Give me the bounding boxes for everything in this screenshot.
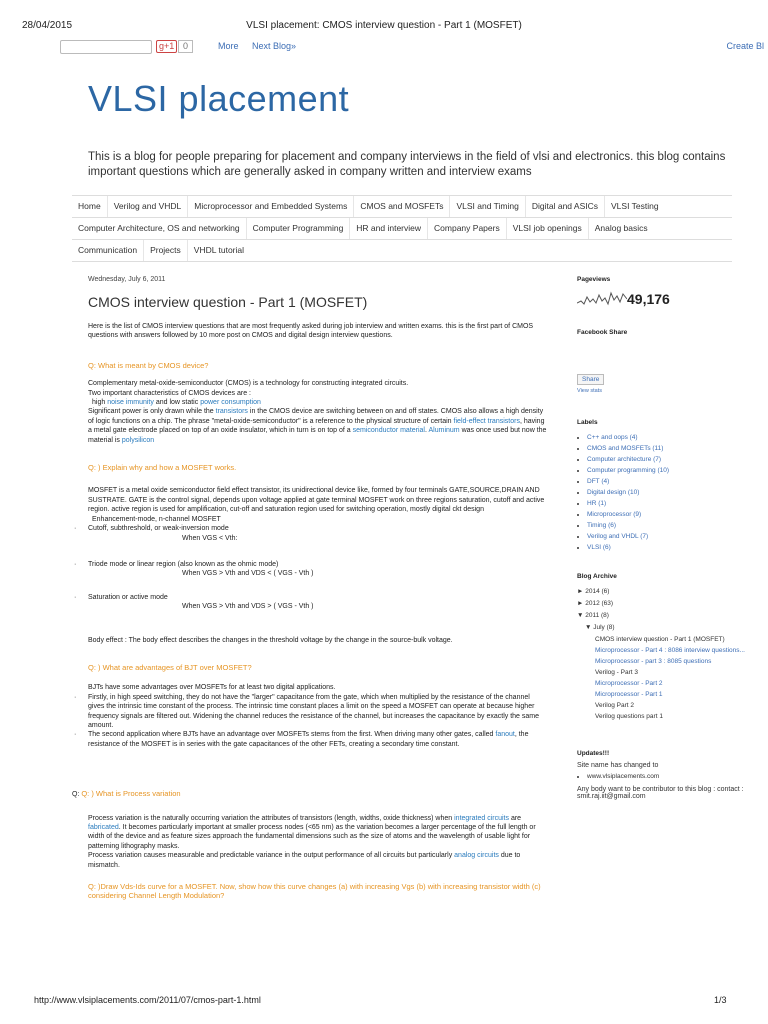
facebook-share-title: Facebook Share — [577, 329, 628, 336]
archive-post[interactable]: CMOS interview question - Part 1 (MOSFET) — [595, 636, 725, 643]
pageviews-count: 49,176 — [627, 291, 670, 307]
archive-post[interactable]: Verilog Part 2 — [595, 702, 635, 709]
label-link[interactable]: Timing (6) — [587, 522, 617, 529]
post-body — [72, 322, 548, 901]
list-item[interactable] — [587, 434, 757, 441]
pageviews-widget — [577, 289, 757, 309]
answer-text: MOSFET is a metal oxide semiconductor field effect transistor, its unidirectional device like, formed by four terminals GATE,SOURCE,DRAIN AND SUSTRATE. GATE is the control signal, depends upon voltage applied at gate terminal MOSFET work on three regions saturation, cutoff and active region. active region is used for amplification, cut-off and saturation region used for switching operation, mostly digital ckt design — [88, 487, 545, 514]
text-span: , the resistance of the MOSFET is in series with the gate capacitances of the other FETs, creating a secondary time constant. — [88, 731, 529, 748]
list-item[interactable] — [587, 522, 757, 529]
question-prefix: Q: — [72, 791, 80, 799]
list-item[interactable] — [587, 489, 757, 496]
tab-vlsi-timing[interactable]: VLSI and Timing — [450, 196, 525, 217]
answer-bullet — [74, 693, 548, 731]
tab-row — [72, 195, 732, 217]
fanout-link[interactable]: fanout — [495, 731, 515, 739]
text-span: was once used but now the material is — [88, 427, 547, 444]
region-item — [74, 560, 548, 569]
gplus-count: 0 — [178, 40, 193, 53]
post-date: Wednesday, July 6, 2011 — [88, 276, 166, 283]
updates-title: Updates!!! — [577, 750, 610, 757]
noise-immunity-link[interactable]: noise immunity — [107, 399, 154, 407]
print-page-title: VLSI placement: CMOS interview question - Part 1 (MOSFET) — [246, 20, 522, 31]
bullet-dash: · — [74, 525, 77, 533]
question-text: Q: ) What is Process variation — [81, 789, 181, 799]
sparkline-icon — [577, 289, 627, 309]
answer-text — [88, 851, 548, 870]
answer-text: Complementary metal-oxide-semiconductor (CMOS) is a technology for constructing integrated circuits. — [88, 380, 409, 388]
fabricated-link[interactable]: fabricated — [88, 824, 119, 831]
text-span: Process variation causes measurable and predictable variance in the output performance of all circuits but particularly — [88, 852, 453, 860]
tab-home[interactable]: Home — [72, 196, 108, 217]
archive-post[interactable]: Microprocessor - part 3 : 8085 questions — [595, 658, 712, 665]
list-item[interactable] — [587, 533, 757, 540]
text-span: due to mismatch. — [88, 852, 521, 869]
question-heading: Q: )Draw Vds-Ids curve for a MOSFET. Now, show how this curve changes (a) with increasing Vgs (b) with increasing transistor width (c) considering Channel Length Modulation? — [88, 882, 541, 901]
text-span: high — [92, 399, 106, 407]
page-tabs — [72, 195, 732, 262]
updates-site: www.vlsiplacements.com — [587, 773, 660, 780]
archive-year[interactable]: ▼ 2011 (8) — [577, 612, 609, 619]
archive-post[interactable]: Verilog - Part 3 — [595, 669, 638, 676]
list-item[interactable] — [587, 511, 757, 518]
power-consumption-link[interactable]: power consumption — [200, 399, 261, 407]
list-item[interactable] — [587, 500, 757, 507]
label-link[interactable]: CMOS and MOSFETs (11) — [587, 445, 664, 452]
bullet-dash: · — [74, 560, 77, 568]
answer-text — [88, 814, 548, 852]
question-heading: Q: What is meant by CMOS device? — [88, 360, 209, 370]
contact-email: smit.raj.iit@gmail.com — [577, 793, 646, 800]
print-page-number: 1/3 — [714, 995, 727, 1005]
text-span: , having a metal gate electrode placed on top of an oxide insulator, which in turn is on top of a — [88, 417, 545, 435]
polysilicon-link[interactable]: polysilicon — [121, 436, 155, 444]
tab-row — [72, 239, 732, 262]
sidebar — [577, 276, 757, 800]
semiconductor-link[interactable]: semiconductor material — [352, 427, 425, 435]
list-item[interactable] — [587, 467, 757, 474]
answer-bullet — [74, 730, 548, 749]
updates-list — [577, 773, 757, 780]
archive-post[interactable]: Microprocessor - Part 2 — [595, 680, 663, 687]
tab-communication[interactable]: Communication — [72, 240, 144, 261]
text-span: The second application where BJTs have an advantage over MOSFETs stems from the first. When driving many other gates, called — [88, 731, 494, 739]
create-blog-link[interactable]: Create Bl — [726, 41, 764, 51]
archive-tree — [577, 588, 757, 720]
region-condition: When VGS < Vth: — [182, 534, 238, 542]
list-item[interactable] — [587, 544, 757, 551]
tab-verilog-vhdl[interactable]: Verilog and VHDL — [108, 196, 189, 217]
tab-cmos[interactable]: CMOS and MOSFETs — [354, 196, 450, 217]
region-condition: When VGS > Vth and VDS > ( VGS - Vth ) — [182, 603, 314, 611]
archive-post[interactable]: Microprocessor - Part 1 — [595, 691, 663, 698]
answer-text: BJTs have some advantages over MOSFETs for at least two digital applications. — [88, 684, 336, 692]
label-link[interactable]: HR (1) — [587, 500, 607, 507]
label-link[interactable]: Computer architecture (7) — [587, 456, 662, 463]
tab-vhdl-tutorial[interactable]: VHDL tutorial — [193, 245, 245, 255]
tab-digital-asics[interactable]: Digital and ASICs — [526, 196, 605, 217]
text-span: Significant power is only drawn while the — [88, 408, 214, 416]
print-date: 28/04/2015 — [22, 20, 73, 31]
post-intro: Here is the list of CMOS interview questions that are most frequently asked during job interview and written exams. this is the first part of CMOS questions with answers followed by 10 more post on CMOS and digital design interview questions. — [88, 323, 534, 340]
tab-projects[interactable]: Projects — [144, 240, 188, 261]
archive-year[interactable]: ► 2012 (63) — [577, 600, 614, 607]
region-condition: When VGS > Vth and VDS < ( VGS - Vth ) — [182, 570, 314, 578]
tab-computer-programming[interactable]: Computer Programming — [247, 218, 351, 239]
list-item — [587, 773, 757, 780]
text-span: are — [510, 814, 522, 822]
archive-year[interactable]: ► 2014 (6) — [577, 588, 610, 595]
label-link[interactable]: Microprocessor (9) — [587, 511, 642, 518]
tab-microprocessor[interactable]: Microprocessor and Embedded Systems — [188, 196, 354, 217]
print-url: http://www.vlsiplacements.com/2011/07/cmos-part-1.html — [34, 995, 261, 1005]
aluminum-link[interactable]: Aluminum — [428, 427, 460, 435]
text-span: Process variation is the naturally occurring variation the attributes of transistors (length, widths, oxide thickness) when — [88, 814, 453, 822]
gplus-button[interactable]: g+1 — [156, 40, 177, 53]
post-title[interactable]: CMOS interview question - Part 1 (MOSFET) — [88, 294, 368, 310]
tab-vlsi-jobs[interactable]: VLSI job openings — [507, 218, 589, 239]
text-span: and low static — [155, 399, 199, 407]
blog-description: This is a blog for people preparing for placement and company interviews in the field of vlsi and electronics. this blog contains important questions which are generally asked in company written and interview exams — [88, 151, 726, 178]
tab-company-papers[interactable]: Company Papers — [428, 218, 507, 239]
region-label: Saturation or active mode — [88, 593, 168, 601]
question-heading: Q: ) Explain why and how a MOSFET works. — [88, 463, 237, 473]
tab-analog-basics[interactable]: Analog basics — [594, 223, 648, 233]
label-link[interactable]: VLSI (6) — [587, 544, 611, 551]
view-stats-link[interactable]: View stats — [577, 388, 602, 394]
pageviews-title: Pageviews — [577, 276, 611, 283]
blog-archive-title: Blog Archive — [577, 573, 617, 580]
label-link[interactable]: Computer programming (10) — [587, 467, 670, 474]
label-link[interactable]: DFT (4) — [587, 478, 610, 485]
label-link[interactable]: C++ and oops (4) — [587, 434, 638, 441]
body-effect-text: Body effect : The body effect describes the changes in the threshold voltage by the change in the source-bulk voltage. — [88, 636, 453, 644]
text-span: in the CMOS device are switching between on and off states. CMOS also allows a high density of logic functions on a chip. The phrase "metal-oxide-semiconductor" is a reference to the physical structure of certain — [88, 408, 544, 425]
text-span: . It becomes particularly important at smaller process nodes (<65 nm) as the variation becomes a larger percentage of the full length or width of the device and as feature sizes approach the fundamental dimensions such as the size of atoms and the wavelength of usable light for patterning lithography masks. — [88, 824, 536, 850]
answer-text — [88, 398, 548, 407]
updates-text: Site name has changed to — [577, 762, 659, 769]
analog-circuits-link[interactable]: analog circuits — [454, 852, 499, 860]
navbar-search-input[interactable] — [60, 40, 152, 54]
tab-row — [72, 217, 732, 239]
transistors-link[interactable]: transistors — [215, 408, 248, 416]
blogger-navbar — [60, 38, 768, 56]
contributor-text: Any body want to be contributor to this blog : contact : — [577, 786, 744, 793]
label-link[interactable]: Digital design (10) — [587, 489, 640, 496]
question-heading: Q: ) What are advantages of BJT over MOSFET? — [88, 662, 252, 672]
label-link[interactable]: Verilog and VHDL (7) — [587, 533, 649, 540]
labels-list — [577, 434, 757, 551]
bullet-dash: · — [74, 731, 77, 739]
text-span: Firstly, in high speed switching, they do not have the "larger" capacitance from the gate, which when multiplied by the resistance of the channel gives the intrinsic time constant of the process. The intrinsic time constant places a limit on the speed a MOSFET can operate at because higher frequency signals are filtered out. Widening the channel reduces the resistance of the channel, but increases the capacitance by exactly the same amount. — [88, 693, 539, 729]
bullet-dash: · — [74, 693, 77, 701]
region-item — [74, 593, 548, 602]
tab-hr-interview[interactable]: HR and interview — [350, 218, 428, 239]
next-blog-link[interactable]: Next Blog» — [252, 41, 297, 51]
tab-vlsi-testing[interactable]: VLSI Testing — [611, 201, 659, 211]
text-span: . — [425, 427, 427, 435]
archive-post[interactable]: Microprocessor - Part 4 : 8086 interview questions... — [595, 647, 745, 654]
answer-text: Enhancement-mode, n-channel MOSFET — [92, 515, 221, 523]
blog-title[interactable]: VLSI placement — [88, 78, 350, 119]
list-item[interactable] — [587, 478, 757, 485]
archive-post[interactable]: Verilog questions part 1 — [595, 713, 663, 720]
integrated-circuits-link[interactable]: integrated circuits — [454, 814, 509, 822]
region-item — [74, 524, 548, 533]
labels-title: Labels — [577, 419, 598, 426]
question-heading — [72, 789, 548, 799]
region-label: Triode mode or linear region (also known as the ohmic mode) — [88, 560, 279, 568]
answer-text — [88, 407, 548, 445]
share-widget — [577, 374, 757, 385]
list-item[interactable] — [587, 456, 757, 463]
fet-link[interactable]: field-effect transistors — [453, 417, 520, 425]
region-label: Cutoff, subthreshold, or weak-inversion mode — [88, 525, 229, 533]
bullet-dash: · — [74, 593, 77, 601]
tab-computer-architecture[interactable]: Computer Architecture, OS and networking — [72, 218, 247, 239]
more-link[interactable]: More — [218, 41, 239, 51]
answer-text: Two important characteristics of CMOS devices are : — [88, 389, 251, 397]
share-button[interactable]: Share — [577, 374, 604, 385]
archive-month[interactable]: ▼ July (8) — [585, 624, 615, 631]
list-item[interactable] — [587, 445, 757, 452]
